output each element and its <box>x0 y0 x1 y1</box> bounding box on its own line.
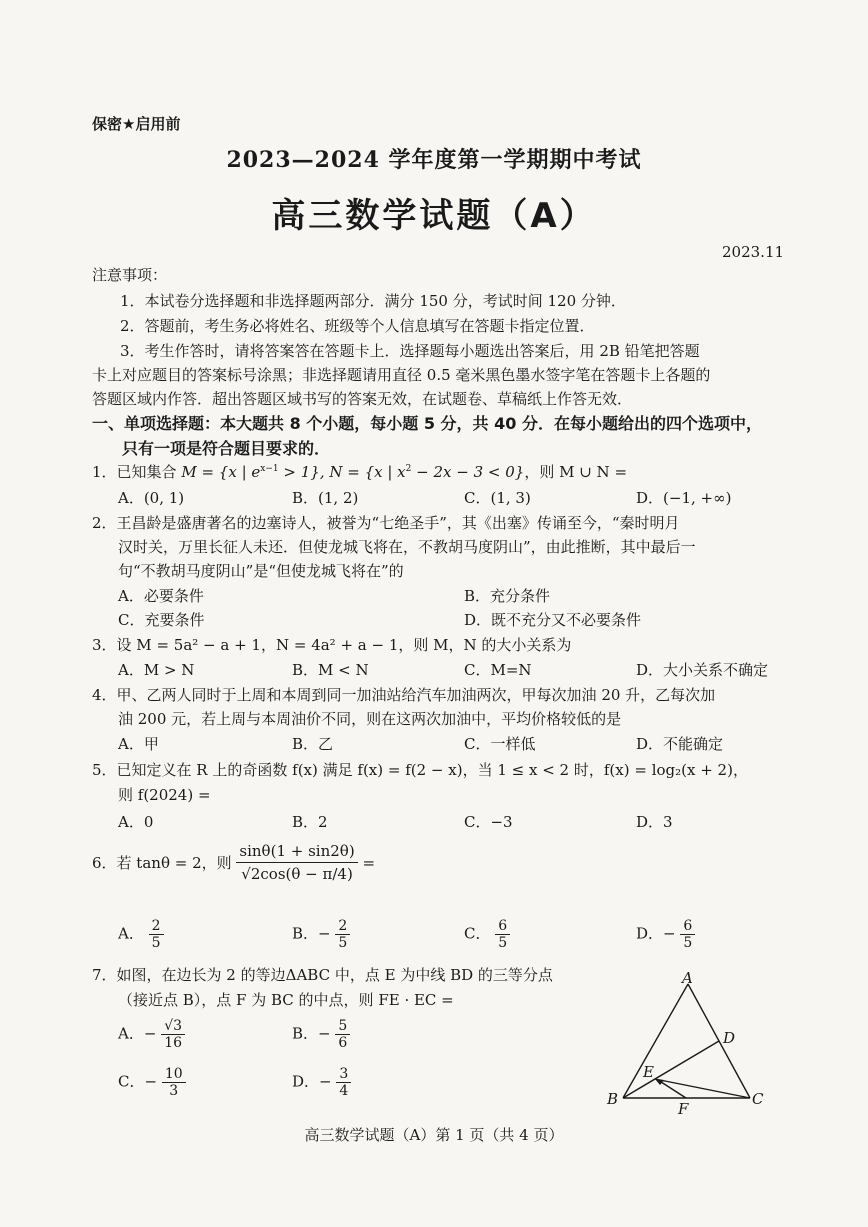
notice-item-2: 2．答题前，考生务必将姓名、班级等个人信息填写在答题卡指定位置． <box>120 317 595 335</box>
q2-option-c: C．充要条件 <box>118 611 205 629</box>
confidential-label: 保密★启用前 <box>92 115 181 133</box>
q7-option-a: A．− $\frac{√3}{16}$ <box>118 1018 185 1051</box>
q3-option-a: A．M > N <box>118 661 195 679</box>
section1-heading-cont: 只有一项是符合题目要求的． <box>122 439 331 458</box>
q1-option-a: A．(0, 1) <box>118 489 185 507</box>
q7-triangle-figure <box>600 970 775 1115</box>
q5-option-a: A．0 <box>118 813 154 831</box>
q5-option-b: B．2 <box>292 813 328 831</box>
q6-fraction <box>236 840 357 885</box>
notice-item-1: 1．本试卷分选择题和非选择题两部分．满分 150 分，考试时间 120 分钟． <box>120 292 626 310</box>
q6-option-c: C． $\frac{6}{5}$ <box>464 918 510 951</box>
q1-option-b: B．(1, 2) <box>292 489 359 507</box>
notice-item-3: 3．考生作答时，请将答案答在答题卡上．选择题每小题选出答案后，用 2B 铅笔把答题 <box>120 342 700 360</box>
label-b: B <box>607 1090 619 1108</box>
label-d: D <box>723 1029 736 1047</box>
q1-stem: 1．已知集合 M = {x | $e^{x-1} > 1$}, N = {x | $x^2 - 2x - 3 < 0$}，则 M ∪ N = <box>92 463 628 481</box>
q4-option-b: B．乙 <box>292 735 334 753</box>
label-c: C <box>752 1090 764 1108</box>
notice-item-3-cont-2: 答题区域内作答．超出答题区域书写的答案无效，在试题卷、草稿纸上作答无效． <box>92 390 633 408</box>
q4-option-c: C．一样低 <box>464 735 536 753</box>
edge-ab <box>623 984 688 1098</box>
q2-stem-line1: 2．王昌龄是盛唐著名的边塞诗人，被誉为“七绝圣手”，其《出塞》传诵至今，“秦时明月 <box>92 514 680 532</box>
q2-option-d: D．既不充分又不必要条件 <box>464 611 642 629</box>
q6-option-d: D．− $\frac{6}{5}$ <box>636 918 695 951</box>
q7-stem-line1: 7．如图，在边长为 2 的等边ΔABC 中，点 E 为中线 BD 的三等分点 <box>92 966 553 984</box>
q7-stem-line2: （接近点 B），点 F 为 BC 的中点，则 FE · EC = <box>118 991 454 1009</box>
label-e: E <box>643 1063 654 1081</box>
label-a: A <box>682 970 693 987</box>
segment-ec <box>655 1079 750 1098</box>
label-f: F <box>678 1100 689 1115</box>
q5-stem-line2: 则 f(2024) = <box>118 786 211 804</box>
notice-heading: 注意事项： <box>92 266 168 284</box>
q3-option-b: B．M < N <box>292 661 369 679</box>
q2-stem-line3: 句“不教胡马度阴山”是“但使龙城飞将在”的 <box>118 562 404 580</box>
exam-date: 2023.11 <box>722 243 785 261</box>
exam-title: 2023—2024 学年度第一学期期中考试 <box>226 147 642 173</box>
q3-option-d: D．大小关系不确定 <box>636 661 769 679</box>
q4-option-d: D．不能确定 <box>636 735 724 753</box>
q6-numerator: sinθ(1 + sin2θ) <box>236 840 357 863</box>
q7-option-b: B．− $\frac{5}{6}$ <box>292 1018 350 1051</box>
page-footer: 高三数学试题（A）第 1 页（共 4 页） <box>304 1126 564 1144</box>
q4-stem-line2: 油 200 元，若上周与本周油价不同，则在这两次加油中，平均价格较低的是 <box>118 710 622 728</box>
q5-option-c: C．−3 <box>464 813 513 831</box>
q6-option-a: A． $\frac{2}{5}$ <box>118 918 164 951</box>
section1-heading: 一、单项选择题：本大题共 8 个小题，每小题 5 分，共 40 分．在每小题给出的四个选项中， <box>92 414 762 433</box>
q7-option-c: C．− $\frac{10}{3}$ <box>118 1066 186 1099</box>
q1-option-d: D．(−1, +∞) <box>636 489 732 507</box>
q2-option-a: A．必要条件 <box>118 587 204 605</box>
q5-option-d: D．3 <box>636 813 673 831</box>
q4-option-a: A．甲 <box>118 735 159 753</box>
q6-denominator: √2cos(θ − π/4) <box>241 865 353 883</box>
q2-stem-line2: 汉时关，万里长征人未还．但使龙城飞将在，不教胡马度阴山”，由此推断，其中最后一 <box>118 538 696 556</box>
q6-option-b: B．− $\frac{2}{5}$ <box>292 918 350 951</box>
q3-stem: 3．设 M = 5a² − a + 1，N = 4a² + a − 1，则 M，N 的大小关系为 <box>92 636 572 654</box>
q2-option-b: B．充分条件 <box>464 587 551 605</box>
notice-item-3-cont-1: 卡上对应题目的答案标号涂黑；非选择题请用直径 0.5 毫米黑色墨水签字笔在答题卡上各题的 <box>92 366 711 384</box>
q4-stem-line1: 4．甲、乙两人同时于上周和本周到同一加油站给汽车加油两次，甲每次加油 20 升，乙每次加 <box>92 686 716 704</box>
subject-title: 高三数学试题（A） <box>271 196 597 236</box>
arrowhead-e <box>655 1079 664 1085</box>
q6-stem: 6．若 tanθ = 2，则 $\frac{\sin\theta(1 + \sin 2\theta)}{√2\cos(\theta - \pi/4)}$ = <box>92 842 376 883</box>
q5-stem-line1: 5．已知定义在 R 上的奇函数 f(x) 满足 f(x) = f(2 − x)，当 1 ≤ x < 2 时，f(x) = log₂(x + 2)， <box>92 761 748 779</box>
q7-option-d: D．− $\frac{3}{4}$ <box>292 1066 351 1099</box>
q1-option-c: C．(1, 3) <box>464 489 531 507</box>
q3-option-c: C．M=N <box>464 661 532 679</box>
